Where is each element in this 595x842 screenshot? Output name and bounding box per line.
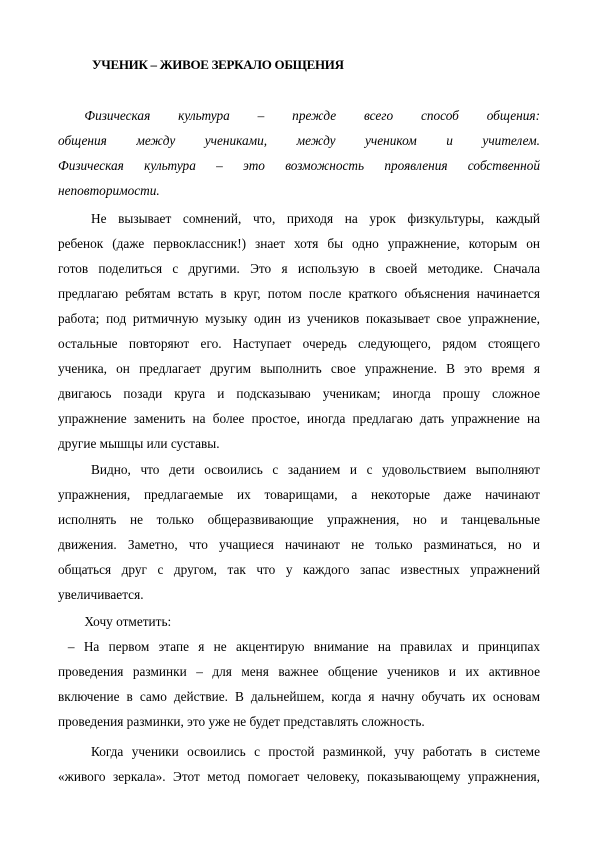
text-line: работа; под ритмичную музыку один из учеников показывает свое упражнение, [58, 311, 540, 326]
text-line: Физическая культура – это возможность проявления собственной [58, 158, 540, 173]
text-line: ребенок (даже первоклассник!) знает хотя бы одно упражнение, которым он [58, 236, 540, 251]
document-title: УЧЕНИК – ЖИВОЕ ЗЕРКАЛО ОБЩЕНИЯ [92, 57, 344, 72]
text-line: Физическая культура – прежде всего способ общения: [84, 108, 540, 123]
text-line: упражнение заменить на более простое, иногда предлагаю дать упражнение на [58, 411, 540, 426]
text-line: общаться друг с другом, так что у каждого запас известных упражнений [58, 562, 540, 577]
text-line: ученика, он предлагает другим выполнить свое упражнение. В это время я [58, 361, 540, 376]
text-line: предлагаю ребятам встать в круг, потом после краткого объяснения начинается [58, 286, 540, 301]
paragraph-intro [58, 103, 540, 203]
text-line: двигаюсь позади круга и подсказываю ученикам; иногда прошу сложное [58, 386, 540, 401]
text-line: движения. Заметно, что учащиеся начинают не только разминаться, но и [58, 537, 540, 552]
text-line: Когда ученики освоились с простой разминкой, учу работать в системе [91, 744, 540, 759]
text-line: Хочу отметить: [84, 614, 172, 629]
text-line: общения между учениками, между учеником и учителем. [58, 133, 540, 148]
text-line: исполнять не только общеразвивающие упражнения, но и танцевальные [58, 512, 540, 527]
text-line: готов поделиться с другими. Это я использую в своей методике. Сначала [58, 261, 540, 276]
text-line: Не вызывает сомнений, что, приходя на урок физкультуры, каждый [91, 211, 540, 226]
paragraph-first-stage [58, 634, 540, 734]
paragraph-method [58, 206, 540, 456]
text-line: неповторимости. [58, 183, 160, 198]
text-line: остальные повторяют его. Наступает очередь следующего, рядом стоящего [58, 336, 540, 351]
text-line: включение в само действие. В дальнейшем, когда я начну обучать их основам [58, 689, 540, 704]
text-line: «живого зеркала». Этот метод помогает человеку, показывающему упражнения, [58, 769, 540, 784]
paragraph-note-heading [58, 609, 540, 634]
text-line: Видно, что дети освоились с заданием и с удовольствием выполняют [91, 462, 540, 477]
text-line: проведения разминки, это уже не будет представлять сложность. [58, 714, 425, 729]
paragraph-live-mirror [58, 739, 540, 789]
text-line: другие мышцы или суставы. [58, 436, 220, 451]
text-line: упражнения, предлагаемые их товарищами, а некоторые даже начинают [58, 487, 540, 502]
text-line: увеличивается. [58, 587, 144, 602]
text-line: – На первом этапе я не акцентирую внимание на правилах и принципах [67, 639, 540, 654]
paragraph-observation [58, 457, 540, 607]
text-line: проведения разминки – для меня важнее общение учеников и их активное [58, 664, 540, 679]
